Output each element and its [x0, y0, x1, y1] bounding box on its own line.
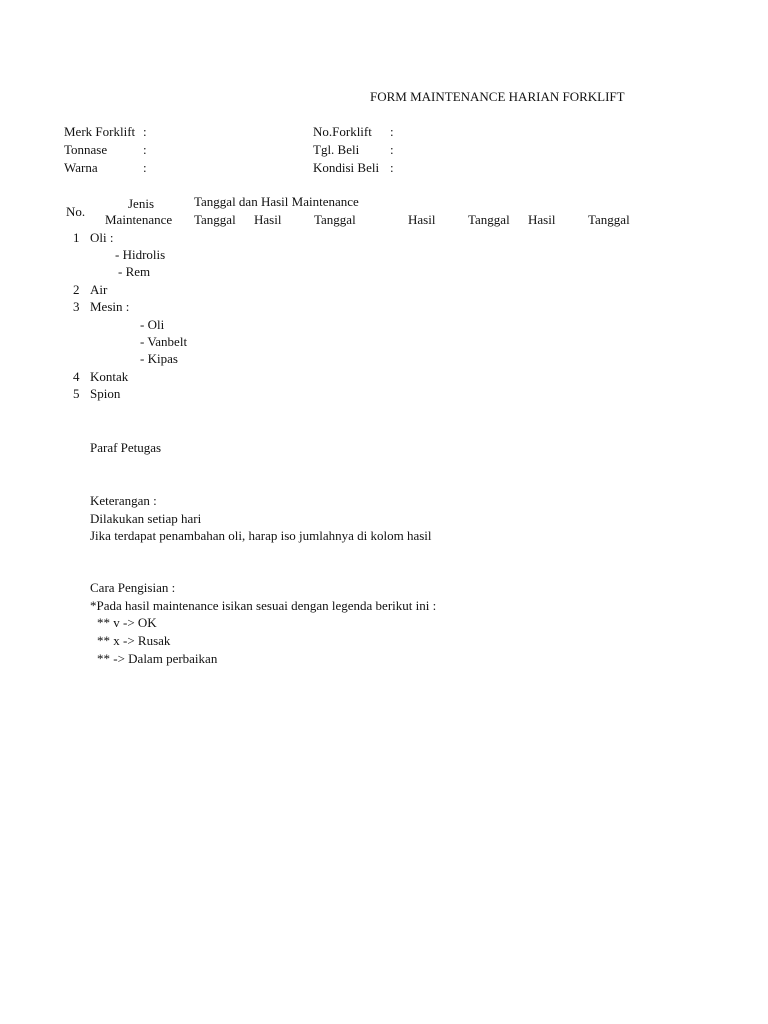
paraf-petugas: Paraf Petugas: [90, 440, 162, 455]
page-title: FORM MAINTENANCE HARIAN FORKLIFT: [370, 89, 625, 104]
tgl-beli-label: Tgl. Beli: [313, 142, 360, 157]
cara-pengisian-title: Cara Pengisian :: [90, 580, 176, 595]
keterangan-title: Keterangan :: [90, 493, 157, 508]
tonnase-colon: :: [143, 142, 147, 157]
header-hasil-1: Hasil: [254, 212, 282, 227]
row-3-item: Mesin :: [90, 299, 130, 314]
row-2-item: Air: [90, 282, 108, 297]
header-no: No.: [66, 204, 86, 219]
warna-label: Warna: [64, 160, 98, 175]
header-tanggal-2: Tanggal: [314, 212, 356, 227]
header-jenis: Jenis: [128, 196, 154, 211]
cara-line-1: *Pada hasil maintenance isikan sesuai dengan legenda berikut ini :: [90, 598, 437, 613]
row-1-item: Oli :: [90, 230, 114, 245]
row-5-no: 5: [73, 386, 80, 401]
header-tanggal-1: Tanggal: [194, 212, 236, 227]
no-forklift-label: No.Forklift: [313, 124, 372, 139]
row-1-sub-hidrolis: - Hidrolis: [115, 247, 166, 262]
merk-forklift-colon: :: [143, 124, 147, 139]
warna-colon: :: [143, 160, 147, 175]
keterangan-line-1: Dilakukan setiap hari: [90, 511, 202, 526]
row-5-item: Spion: [90, 386, 121, 401]
tgl-beli-colon: :: [390, 142, 394, 157]
legend-rusak: ** x -> Rusak: [97, 633, 171, 648]
kondisi-beli-colon: :: [390, 160, 394, 175]
tonnase-label: Tonnase: [64, 142, 108, 157]
row-3-sub-oli: - Oli: [140, 317, 165, 332]
merk-forklift-label: Merk Forklift: [64, 124, 136, 139]
keterangan-line-2: Jika terdapat penambahan oli, harap iso jumlahnya di kolom hasil: [90, 528, 432, 543]
legend-dalam-perbaikan: ** -> Dalam perbaikan: [97, 651, 218, 666]
legend-ok: ** v -> OK: [97, 615, 157, 630]
header-group-tanggal-hasil: Tanggal dan Hasil Maintenance: [194, 194, 359, 209]
header-maintenance: Maintenance: [105, 212, 173, 227]
row-1-no: 1: [73, 230, 80, 245]
kondisi-beli-label: Kondisi Beli: [313, 160, 380, 175]
row-3-sub-kipas: - Kipas: [140, 351, 178, 366]
row-4-item: Kontak: [90, 369, 129, 384]
header-tanggal-4: Tanggal: [588, 212, 630, 227]
header-tanggal-3: Tanggal: [468, 212, 510, 227]
row-4-no: 4: [73, 369, 80, 384]
header-hasil-2: Hasil: [408, 212, 436, 227]
row-3-sub-vanbelt: - Vanbelt: [140, 334, 188, 349]
header-hasil-3: Hasil: [528, 212, 556, 227]
row-2-no: 2: [73, 282, 80, 297]
row-3-no: 3: [73, 299, 80, 314]
no-forklift-colon: :: [390, 124, 394, 139]
row-1-sub-rem: - Rem: [118, 264, 151, 279]
